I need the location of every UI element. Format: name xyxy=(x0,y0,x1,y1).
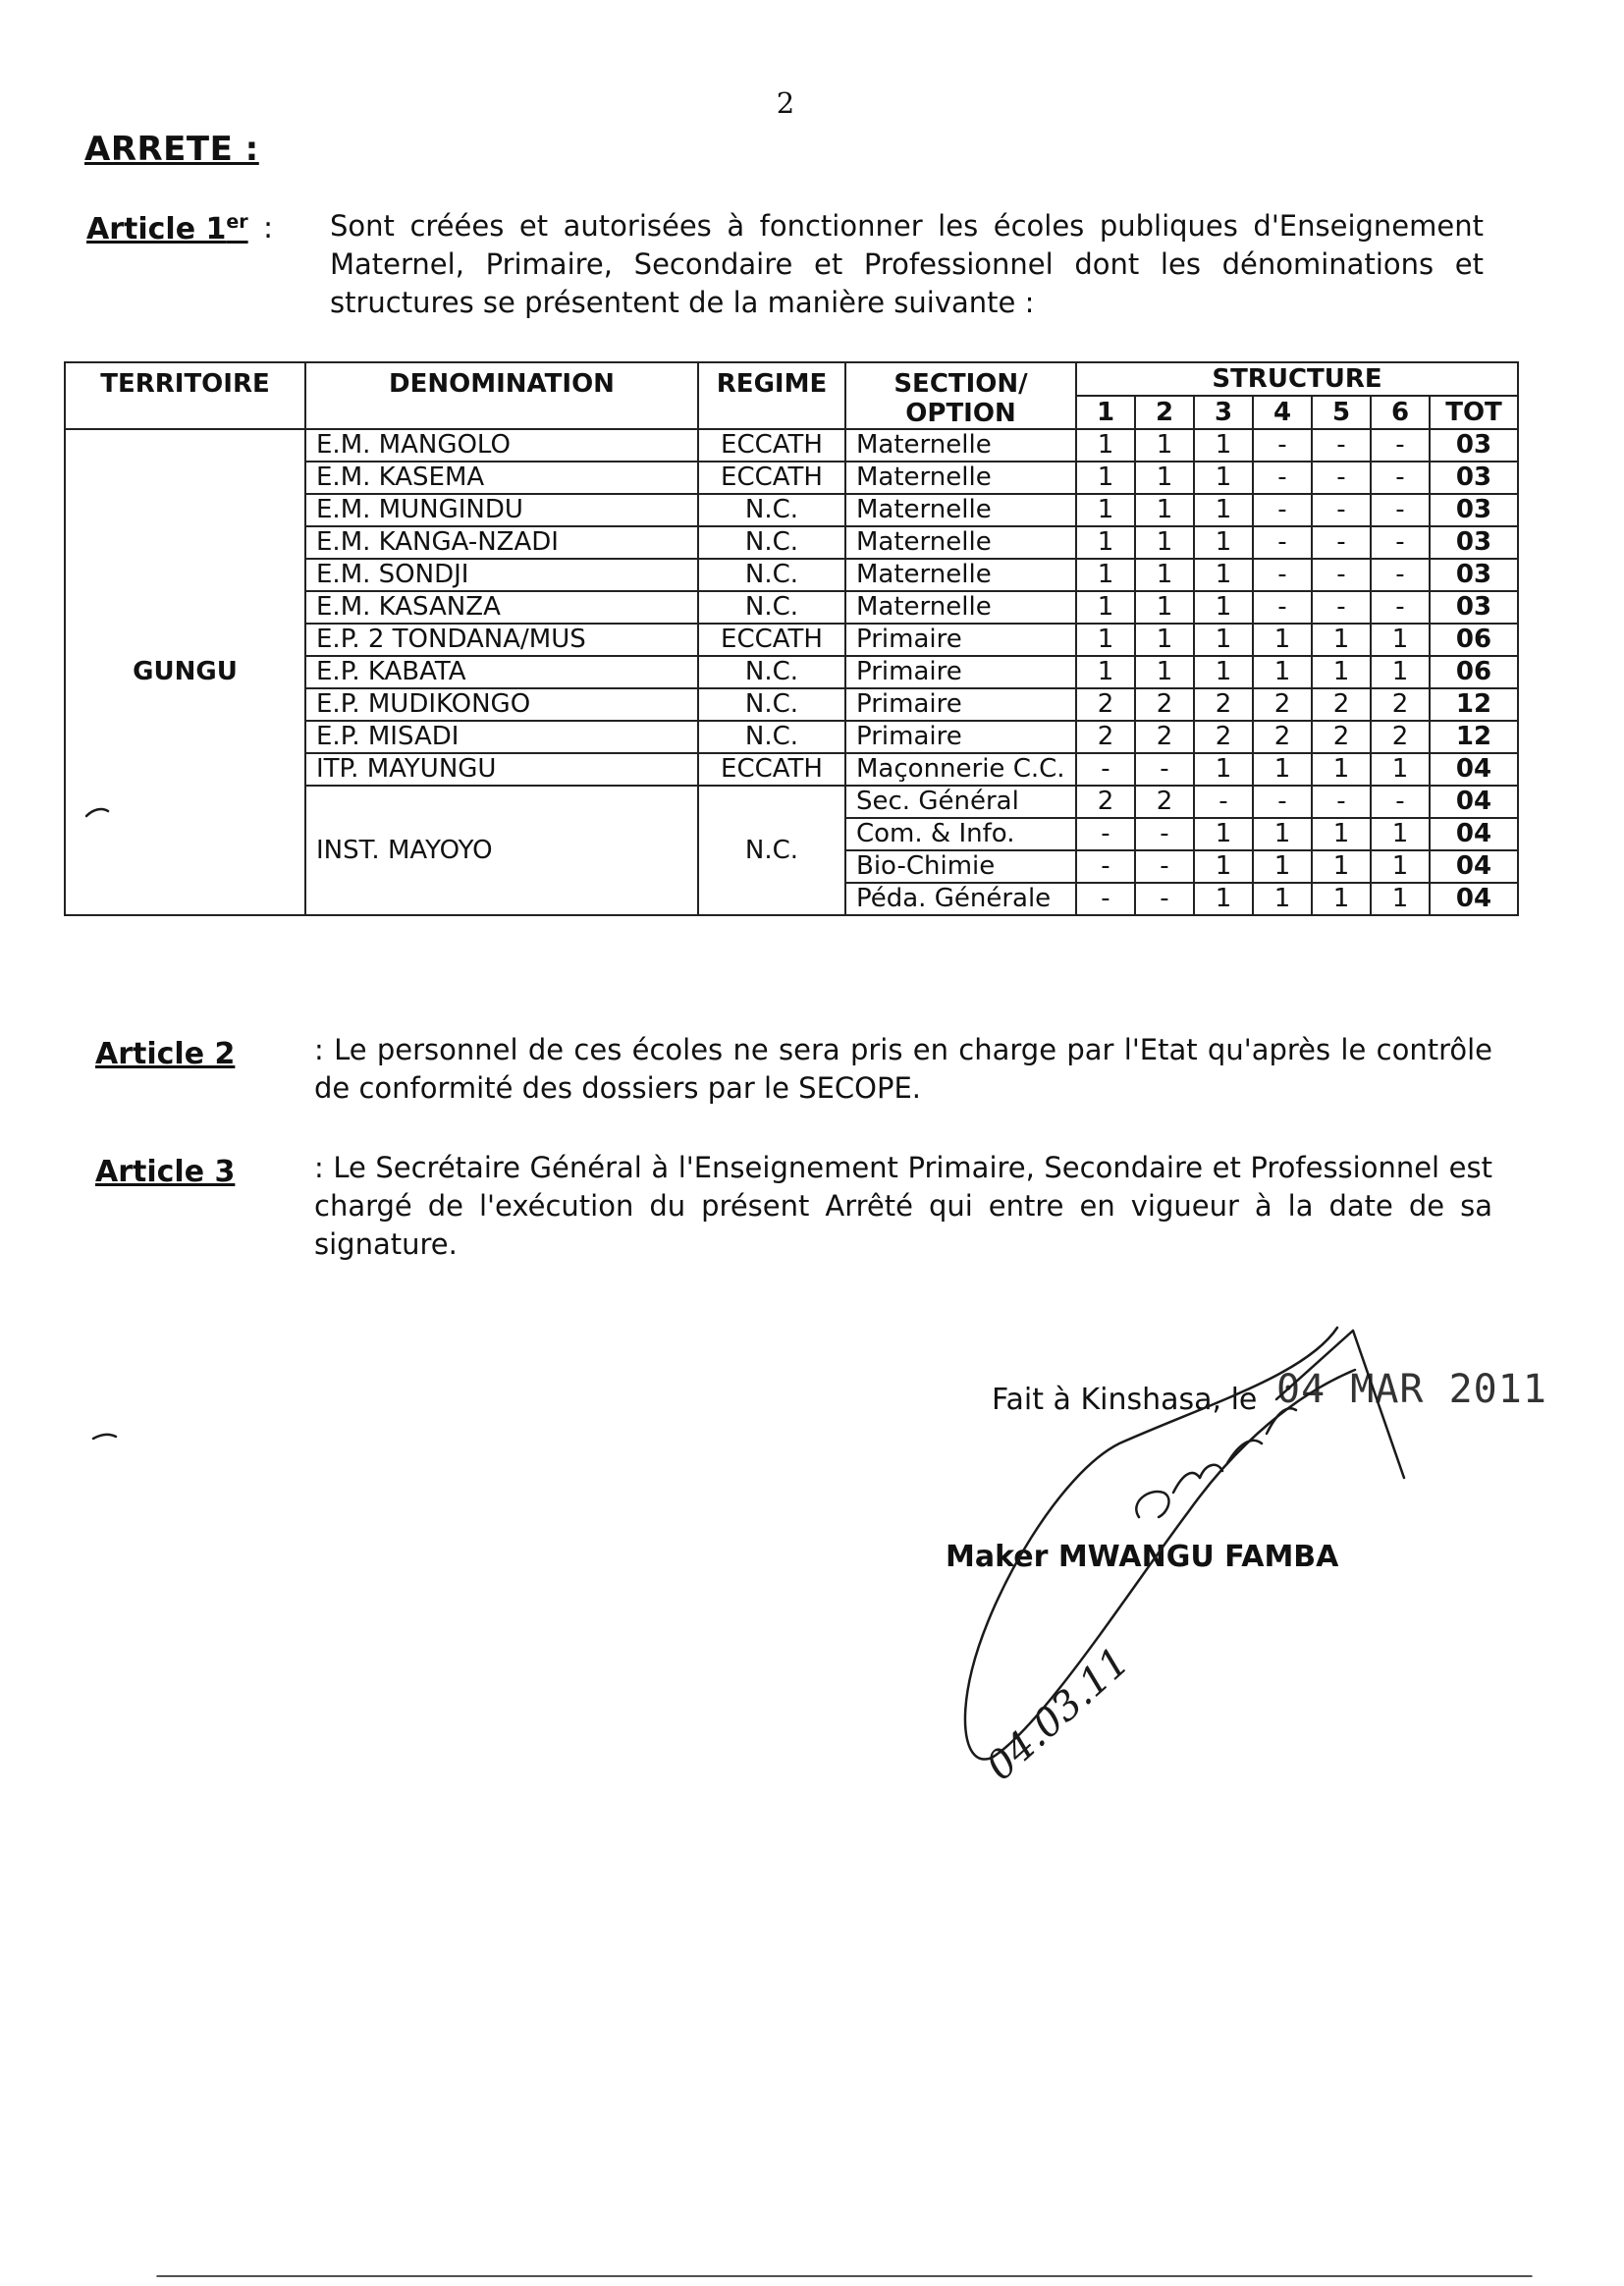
cell-tot: 12 xyxy=(1430,721,1518,753)
cell-s5: 1 xyxy=(1312,624,1371,656)
cell-tot: 03 xyxy=(1430,591,1518,624)
article-3-text: : Le Secrétaire Général à l'Enseignement Primaire, Secondaire et Professionnel est chargé de l'exécution du présent Arrêté qui entre en vigueur à la date de sa signature. xyxy=(314,1151,1492,1261)
cell-s5: 2 xyxy=(1312,721,1371,753)
cell-s6: 1 xyxy=(1371,753,1430,786)
cell-regime: ECCATH xyxy=(698,429,845,462)
cell-s5: 1 xyxy=(1312,656,1371,688)
cell-s2: 1 xyxy=(1135,591,1194,624)
article-1-colon: : xyxy=(263,211,274,245)
cell-s5: - xyxy=(1312,559,1371,591)
cell-tot: 12 xyxy=(1430,688,1518,721)
cell-regime: N.C. xyxy=(698,656,845,688)
cell-s4: 2 xyxy=(1253,688,1312,721)
stray-mark-2 xyxy=(93,1435,116,1439)
cell-regime: N.C. xyxy=(698,559,845,591)
cell-s5: 1 xyxy=(1312,850,1371,883)
page-number: 2 xyxy=(776,86,795,120)
header-col-6: 6 xyxy=(1371,396,1430,429)
cell-tot: 03 xyxy=(1430,526,1518,559)
cell-denomination: E.M. KASEMA xyxy=(305,462,698,494)
cell-regime: ECCATH xyxy=(698,753,845,786)
cell-s2: - xyxy=(1135,883,1194,915)
cell-s2: 2 xyxy=(1135,721,1194,753)
cell-s1: - xyxy=(1076,753,1135,786)
cell-s4: - xyxy=(1253,559,1312,591)
cell-tot: 04 xyxy=(1430,850,1518,883)
cell-s2: - xyxy=(1135,850,1194,883)
cell-s6: - xyxy=(1371,462,1430,494)
cell-s6: 2 xyxy=(1371,688,1430,721)
signature-loop xyxy=(965,1328,1355,1760)
signer-name: Maker MWANGU FAMBA xyxy=(946,1540,1339,1574)
header-col-5: 5 xyxy=(1312,396,1371,429)
cell-s1: 1 xyxy=(1076,656,1135,688)
cell-tot: 04 xyxy=(1430,753,1518,786)
header-col-2: 2 xyxy=(1135,396,1194,429)
cell-s5: - xyxy=(1312,591,1371,624)
cell-s3: 1 xyxy=(1194,559,1253,591)
cell-s2: 1 xyxy=(1135,656,1194,688)
cell-tot: 04 xyxy=(1430,883,1518,915)
cell-s3: 1 xyxy=(1194,591,1253,624)
cell-s6: 1 xyxy=(1371,818,1430,850)
signature-initials xyxy=(1136,1408,1296,1517)
cell-s5: - xyxy=(1312,462,1371,494)
article-2-text: : Le personnel de ces écoles ne sera pris en charge par l'Etat qu'après le contrôle de conformité des dossiers par le SECOPE. xyxy=(314,1033,1492,1105)
cell-s5: - xyxy=(1312,526,1371,559)
cell-s4: - xyxy=(1253,429,1312,462)
cell-s4: 1 xyxy=(1253,624,1312,656)
cell-s2: 1 xyxy=(1135,559,1194,591)
cell-section: Maternelle xyxy=(845,526,1076,559)
cell-s5: - xyxy=(1312,494,1371,526)
cell-s3: - xyxy=(1194,786,1253,818)
cell-s1: 1 xyxy=(1076,429,1135,462)
header-col-3: 3 xyxy=(1194,396,1253,429)
cell-denomination: E.M. KANGA-NZADI xyxy=(305,526,698,559)
cell-s4: - xyxy=(1253,591,1312,624)
header-section-line1: SECTION/ xyxy=(893,369,1028,399)
cell-s5: 1 xyxy=(1312,883,1371,915)
cell-regime: ECCATH xyxy=(698,462,845,494)
cell-denomination: E.M. SONDJI xyxy=(305,559,698,591)
cell-inst-mayoyo: INST. MAYOYO xyxy=(305,786,698,915)
cell-s1: - xyxy=(1076,883,1135,915)
cell-denomination: E.M. MUNGINDU xyxy=(305,494,698,526)
cell-s1: 1 xyxy=(1076,526,1135,559)
cell-section: Péda. Générale xyxy=(845,883,1076,915)
cell-tot: 03 xyxy=(1430,494,1518,526)
cell-denomination: E.M. MANGOLO xyxy=(305,429,698,462)
cell-s4: - xyxy=(1253,462,1312,494)
cell-s6: - xyxy=(1371,559,1430,591)
header-col-1: 1 xyxy=(1076,396,1135,429)
cell-s1: 1 xyxy=(1076,624,1135,656)
cell-section: Maternelle xyxy=(845,494,1076,526)
stray-mark-1 xyxy=(86,809,108,816)
cell-s6: 2 xyxy=(1371,721,1430,753)
cell-s1: 2 xyxy=(1076,721,1135,753)
cell-denomination: E.M. KASANZA xyxy=(305,591,698,624)
cell-regime: N.C. xyxy=(698,526,845,559)
cell-s1: 1 xyxy=(1076,591,1135,624)
cell-s3: 2 xyxy=(1194,688,1253,721)
cell-s6: 1 xyxy=(1371,850,1430,883)
cell-s3: 1 xyxy=(1194,462,1253,494)
cell-s4: - xyxy=(1253,494,1312,526)
cell-denomination: E.P. MISADI xyxy=(305,721,698,753)
cell-s1: 2 xyxy=(1076,786,1135,818)
place-date: Fait à Kinshasa, le xyxy=(992,1383,1258,1417)
cell-s4: 1 xyxy=(1253,850,1312,883)
cell-s3: 1 xyxy=(1194,883,1253,915)
cell-s4: 1 xyxy=(1253,883,1312,915)
cell-regime: N.C. xyxy=(698,591,845,624)
cell-s2: - xyxy=(1135,753,1194,786)
cell-regime: ECCATH xyxy=(698,624,845,656)
svg-text:04.03.11: 04.03.11 xyxy=(977,1639,1139,1790)
cell-s2: 1 xyxy=(1135,494,1194,526)
cell-section: Maternelle xyxy=(845,591,1076,624)
cell-s6: - xyxy=(1371,526,1430,559)
cell-s1: - xyxy=(1076,850,1135,883)
cell-s4: 1 xyxy=(1253,818,1312,850)
cell-s4: 1 xyxy=(1253,753,1312,786)
cell-s3: 1 xyxy=(1194,818,1253,850)
cell-regime: N.C. xyxy=(698,494,845,526)
header-denomination: DENOMINATION xyxy=(305,362,698,429)
cell-s1: 1 xyxy=(1076,462,1135,494)
handwritten-date xyxy=(978,1639,1138,1789)
cell-tot: 03 xyxy=(1430,462,1518,494)
cell-section: Primaire xyxy=(845,688,1076,721)
cell-s3: 1 xyxy=(1194,753,1253,786)
cell-s6: 1 xyxy=(1371,883,1430,915)
cell-section: Primaire xyxy=(845,721,1076,753)
header-structure: STRUCTURE xyxy=(1076,362,1518,396)
cell-s1: 1 xyxy=(1076,559,1135,591)
article-3-label: Article 3 xyxy=(95,1155,236,1189)
cell-s2: 1 xyxy=(1135,624,1194,656)
cell-s4: - xyxy=(1253,526,1312,559)
cell-tot: 06 xyxy=(1430,624,1518,656)
cell-s6: - xyxy=(1371,591,1430,624)
cell-s5: 1 xyxy=(1312,753,1371,786)
cell-section: Com. & Info. xyxy=(845,818,1076,850)
cell-s1: - xyxy=(1076,818,1135,850)
article-1-label-sup: er xyxy=(226,211,248,233)
cell-s4: 1 xyxy=(1253,656,1312,688)
cell-s3: 1 xyxy=(1194,850,1253,883)
article-1-text: Sont créées et autorisées à fonctionner les écoles publiques d'Enseignement Maternel, Primaire, Secondaire et Professionnel dont les dénominations et structures se présentent de la manière suivante : xyxy=(330,209,1484,319)
cell-s6: - xyxy=(1371,429,1430,462)
cell-s6: - xyxy=(1371,494,1430,526)
cell-tot: 03 xyxy=(1430,429,1518,462)
cell-s3: 1 xyxy=(1194,494,1253,526)
cell-s2: 1 xyxy=(1135,462,1194,494)
cell-s6: 1 xyxy=(1371,656,1430,688)
cell-s2: 2 xyxy=(1135,688,1194,721)
cell-s5: 2 xyxy=(1312,688,1371,721)
cell-section: Bio-Chimie xyxy=(845,850,1076,883)
cell-s5: - xyxy=(1312,429,1371,462)
cell-tot: 04 xyxy=(1430,786,1518,818)
cell-s5: - xyxy=(1312,786,1371,818)
cell-s4: 2 xyxy=(1253,721,1312,753)
cell-s3: 1 xyxy=(1194,624,1253,656)
cell-tot: 04 xyxy=(1430,818,1518,850)
article-2-label: Article 2 xyxy=(95,1037,236,1071)
cell-s3: 2 xyxy=(1194,721,1253,753)
header-section-line2: OPTION xyxy=(905,399,1016,428)
article-1-label-text: Article 1 xyxy=(86,212,227,246)
header-territoire: TERRITOIRE xyxy=(65,362,305,429)
header-col-4: 4 xyxy=(1253,396,1312,429)
cell-s5: 1 xyxy=(1312,818,1371,850)
cell-s2: 1 xyxy=(1135,526,1194,559)
header-regime: REGIME xyxy=(698,362,845,429)
cell-s1: 1 xyxy=(1076,494,1135,526)
cell-section: Maternelle xyxy=(845,429,1076,462)
cell-denomination: ITP. MAYUNGU xyxy=(305,753,698,786)
cell-section: Maçonnerie C.C. xyxy=(845,753,1076,786)
date-stamp: 04 MAR 2011 xyxy=(1276,1367,1547,1412)
cell-s2: - xyxy=(1135,818,1194,850)
cell-denomination: E.P. KABATA xyxy=(305,656,698,688)
cell-s6: - xyxy=(1371,786,1430,818)
cell-s2: 1 xyxy=(1135,429,1194,462)
cell-section: Primaire xyxy=(845,656,1076,688)
cell-section: Maternelle xyxy=(845,462,1076,494)
cell-s2: 2 xyxy=(1135,786,1194,818)
cell-s3: 1 xyxy=(1194,526,1253,559)
cell-denomination: E.P. 2 TONDANA/MUS xyxy=(305,624,698,656)
cell-s1: 2 xyxy=(1076,688,1135,721)
cell-section: Primaire xyxy=(845,624,1076,656)
cell-section: Sec. Général xyxy=(845,786,1076,818)
cell-s3: 1 xyxy=(1194,429,1253,462)
cell-s4: - xyxy=(1253,786,1312,818)
cell-regime: N.C. xyxy=(698,721,845,753)
cell-s3: 1 xyxy=(1194,656,1253,688)
cell-regime: N.C. xyxy=(698,688,845,721)
cell-tot: 03 xyxy=(1430,559,1518,591)
cell-inst-mayoyo-regime: N.C. xyxy=(698,786,845,915)
cell-tot: 06 xyxy=(1430,656,1518,688)
cell-section: Maternelle xyxy=(845,559,1076,591)
arrete-heading: ARRETE : xyxy=(84,130,259,169)
cell-s6: 1 xyxy=(1371,624,1430,656)
cell-denomination: E.P. MUDIKONGO xyxy=(305,688,698,721)
header-col-tot: TOT xyxy=(1430,396,1518,429)
territoire-cell: GUNGU xyxy=(65,429,305,915)
